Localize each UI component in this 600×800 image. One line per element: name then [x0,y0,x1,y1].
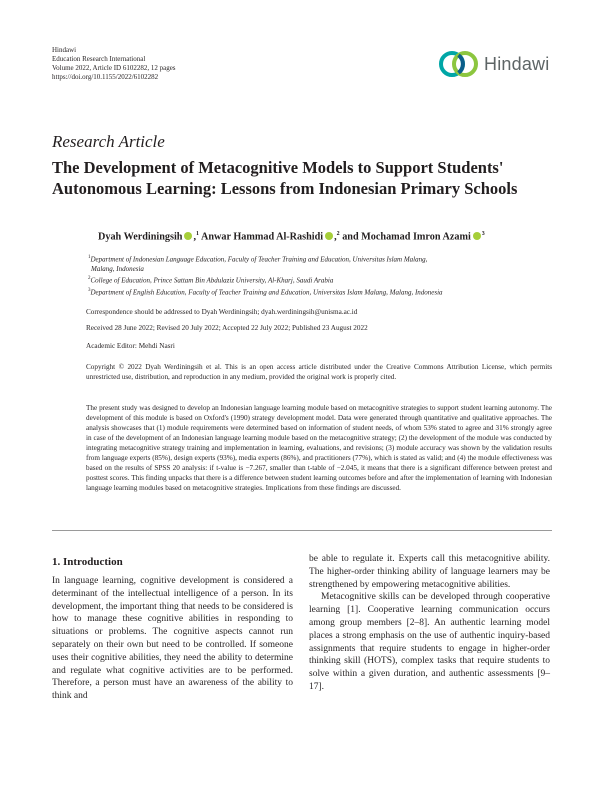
author-name: Mochamad Imron Azami [361,231,471,243]
academic-editor: Academic Editor: Mehdi Nasri [86,342,175,350]
journal-name: Education Research International [52,55,146,63]
author-name: Anwar Hammad Al-Rashidi [201,231,324,243]
abstract: The present study was designed to develop an Indonesian language learning module based on metacognitive strategies to support student learning autonomy. The development of this module is based on Oxford's (1990) strategy development model. Data were generated through quantitative and qualitative approaches. The analysis showcases that (1) module requirements were determined based on information of student needs, of whom 53% stated to agree and 31% strongly agree in case of the development of an Indonesian language learning module based on the metacognitive strategy; (2) the development of the module was conducted by integrating metacognitive strategy training and implementation in learning, evaluations, and revisions; (3) module accuracy was shown by the validation results from language experts (85%), design experts (93%), media experts (86%), and practitioners (77%), which is stated as valid; and (4) the module effectiveness was based on the results of SPSS 20 analysis: if t-value is −7.267, smaller than t-table of −2.045, it means that there is a significant difference between pretest and posttest scores. This finding unpacks that there is a difference between student learning outcomes before and after the implementation of learning with Indonesian language learning modules based on metacognitive strategies. Implications from these findings are discussed. [86,404,552,492]
paragraph: be able to regulate it. Experts call this metacognitive ability. The higher-order thinking ability of language learners may be strengthened by empowering metacognitive abilities. [309,554,550,590]
section-heading: 1. Introduction [52,556,123,568]
doi-link[interactable]: https://doi.org/10.1155/2022/6102282 [52,73,159,81]
orcid-icon[interactable] [184,232,192,240]
paper-title: The Development of Metacognitive Models to Support Students' Autonomous Learning: Lessons from Indonesian Primary Schools [52,158,518,198]
author-list: Dyah Werdiningsih ,$^1$ Anwar Hammad Al-Rashidi ,$^2$ and Mochamad Imron Azami $^3$ [98,231,485,243]
author-name: Dyah Werdiningsih [98,231,183,243]
affiliation-3: $^3$Department of English Education, Faculty of Teacher Training and Education, Universitas Islam Malang, Malang, Indonesia [88,287,443,296]
volume-line: Volume 2022, Article ID 6102282, 12 pages [52,64,176,72]
article-dates: Received 28 June 2022; Revised 20 July 2022; Accepted 22 July 2022; Published 23 August 2022 [86,324,368,332]
affiliation-1: $^1$Department of Indonesian Language Education, Faculty of Teacher Training and Education, Universitas Islam Malang, [88,255,428,264]
journal-meta [52,46,176,82]
logo-wordmark: Hindawi [484,53,550,74]
affiliation-2: $^2$College of Education, Prince Sattam Bin Abdulaziz University, Al-Kharj, Saudi Arabia [88,276,334,285]
correspondence: Correspondence should be addressed to Dyah Werdiningsih; dyah.werdiningsih@unisma.ac.id [86,308,358,316]
affiliations [86,253,556,297]
article-type: Research Article [52,132,165,151]
affiliation-1-continuation: Malang, Indonesia [91,265,144,274]
hindawi-logo[interactable] [438,44,558,84]
section-divider [52,530,552,531]
orcid-icon[interactable] [473,232,481,240]
paragraph: Metacognitive skills can be developed through cooperative learning [1]. Cooperative learning communication occurs among group members [2–8]. An authentic learning model places a strong emphasis on the use of authentic inquiry-based assignments that require students to engage in higher-order thinking skill (HOTS), complex tasks that require students to solve within a given duration, and authentic assessments [9–17]. [309,592,550,692]
paragraph: In language learning, cognitive development is considered a determinant of the intellectual intelligence of a person. In its development, the important thing that needs to be considered is how to manage these cognitive abilities in responding to situations or problems. The cognitive aspects cannot run separately on their own but need to be controlled. If someone uses their cognitive abilities, they need the ability to determine and regulate what cognitive activities are to be performed. Therefore, a person must have an awareness of the ability to think and [52,576,293,702]
copyright-notice: Copyright © 2022 Dyah Werdiningsih et al. This is an open access article distributed under the Creative Commons Attribution License, which permits unrestricted use, distribution, and reproduction in any medium, provided the original work is properly cited. [86,363,552,381]
publisher-name: Hindawi [52,46,77,54]
body-column-left [52,575,293,703]
body-column-right [309,553,550,694]
hindawi-rings-icon [438,46,480,82]
orcid-icon[interactable] [325,232,333,240]
